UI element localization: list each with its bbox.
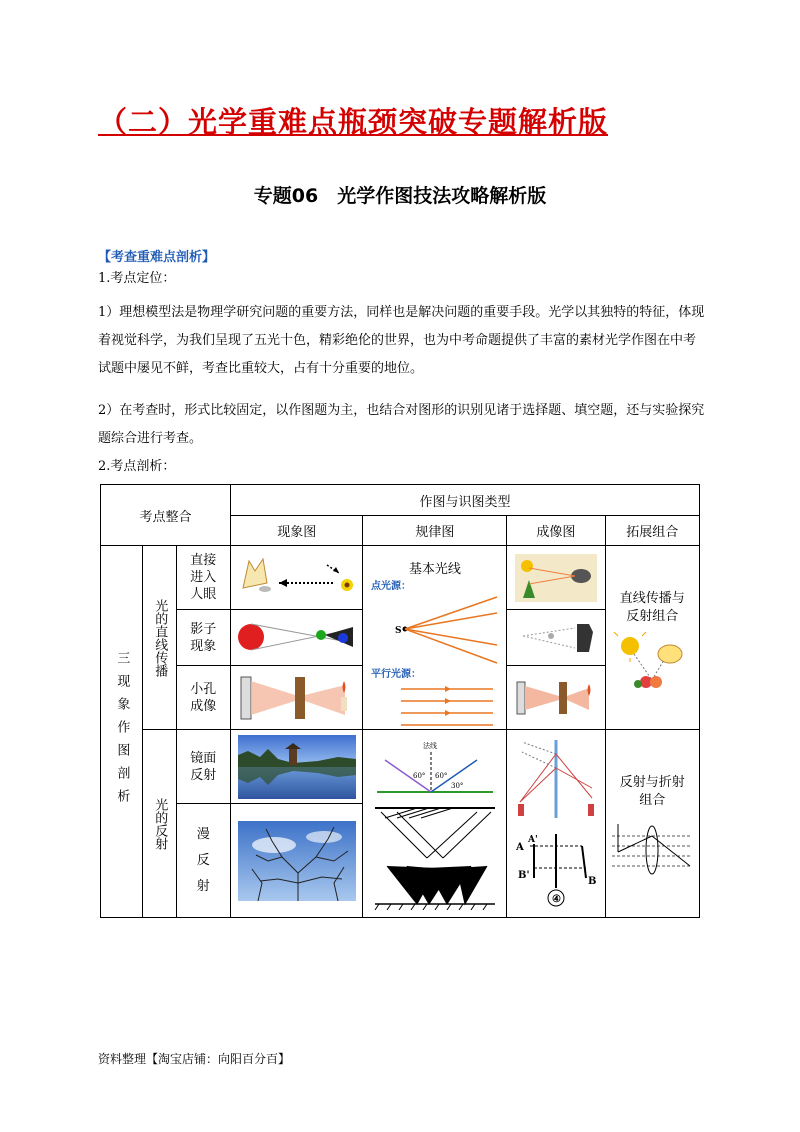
basic-rays-figure bbox=[363, 546, 507, 730]
combo-straight-reflection bbox=[605, 546, 699, 730]
row-label-pinhole-text: 小孔成像 bbox=[190, 681, 217, 714]
reflection-law-figure bbox=[363, 730, 507, 918]
section-heading: 【考查重难点剖析】 bbox=[98, 250, 216, 265]
normal-label: 法线 bbox=[422, 741, 437, 750]
imaging-figure-1 bbox=[507, 546, 605, 610]
point-source-label: 点光源： bbox=[370, 581, 411, 592]
col-header-imaging: 成像图 bbox=[507, 516, 605, 546]
label-a: A bbox=[515, 841, 524, 853]
s-label: S bbox=[394, 626, 402, 636]
corner-cell: 考点整合 bbox=[101, 485, 231, 546]
combo1-label: 直线传播与反射组合 bbox=[619, 590, 685, 624]
label-a-prime: A' bbox=[527, 834, 538, 845]
analysis-table bbox=[100, 484, 700, 918]
rowgroup-label: 三现象作图剖析 bbox=[114, 651, 130, 812]
pinhole-figure bbox=[230, 666, 362, 730]
row-label-mirror bbox=[176, 730, 230, 804]
label-b: B bbox=[587, 875, 597, 887]
row-label-pinhole bbox=[176, 666, 230, 730]
angle-label-3: 30° bbox=[450, 781, 464, 790]
row-label-direct bbox=[176, 546, 230, 610]
rowgroup-cell bbox=[101, 546, 143, 918]
row-label-mirror-text: 镜面反射 bbox=[190, 750, 217, 783]
label-b-prime: B' bbox=[517, 869, 530, 881]
page-title: （二）光学重难点瓶颈突破专题解析版 bbox=[98, 105, 609, 139]
shadow-figure bbox=[230, 610, 362, 666]
footer-note: 资料整理【淘宝店铺：向阳百分百】 bbox=[98, 1052, 291, 1066]
imaging-figure-3 bbox=[507, 666, 605, 730]
row-label-shadow-text: 影子现象 bbox=[190, 621, 217, 654]
point1-heading: 1.考点定位： bbox=[98, 271, 176, 286]
angle-label-2: 60° bbox=[434, 771, 448, 780]
point1-paragraph-2: 2）在考查时，形式比较固定，以作图题为主，也结合对图形的识别见诸于选择题、填空题，还与实验探究题综合进行考查。 bbox=[98, 403, 705, 446]
col-header-extension: 拓展组合 bbox=[605, 516, 699, 546]
page-subtitle: 专题06 光学作图技法攻略解析版 bbox=[253, 185, 547, 207]
sub2-cell bbox=[142, 730, 176, 918]
row-label-diffuse bbox=[176, 804, 230, 918]
imaging-figure-2 bbox=[507, 610, 605, 666]
group-header: 作图与识图类型 bbox=[230, 485, 699, 516]
basic-rays-title: 基本光线 bbox=[408, 562, 461, 577]
point1-paragraph: 1）理想模型法是物理学研究问题的重要方法，同样也是解决问题的重要手段。光学以其独特的特征，体现着视觉科学，为我们呈现了五光十色，精彩绝伦的世界，也为中考命题提供了丰富的素材光学作图在中考试题中屡见不鲜，考查比重较大，占有十分重要的地位。 bbox=[98, 305, 705, 376]
combo2-label: 反射与折射组合 bbox=[619, 774, 685, 808]
sub2-label: 光的反射 bbox=[152, 797, 168, 850]
angle-label-1: 60° bbox=[412, 771, 426, 780]
direct-eye-figure bbox=[230, 546, 362, 610]
col-header-phenomenon: 现象图 bbox=[230, 516, 362, 546]
mirror-reflection-photo bbox=[230, 730, 362, 804]
parallel-source-label: 平行光源： bbox=[370, 669, 421, 680]
sub1-cell bbox=[142, 546, 176, 730]
sub1-label: 光的直线传播 bbox=[152, 598, 168, 677]
point2-heading: 2.考点剖析： bbox=[98, 459, 176, 474]
mirror-imaging-figure bbox=[507, 730, 605, 918]
circled-number: ④ bbox=[551, 893, 561, 905]
combo-reflection-refraction bbox=[605, 730, 699, 918]
row-label-diffuse-text: 漫反射 bbox=[196, 826, 210, 894]
row-label-shadow bbox=[176, 610, 230, 666]
col-header-rule: 规律图 bbox=[363, 516, 507, 546]
row-label-direct-text: 直接进入人眼 bbox=[190, 553, 217, 602]
diffuse-reflection-photo bbox=[230, 804, 362, 918]
